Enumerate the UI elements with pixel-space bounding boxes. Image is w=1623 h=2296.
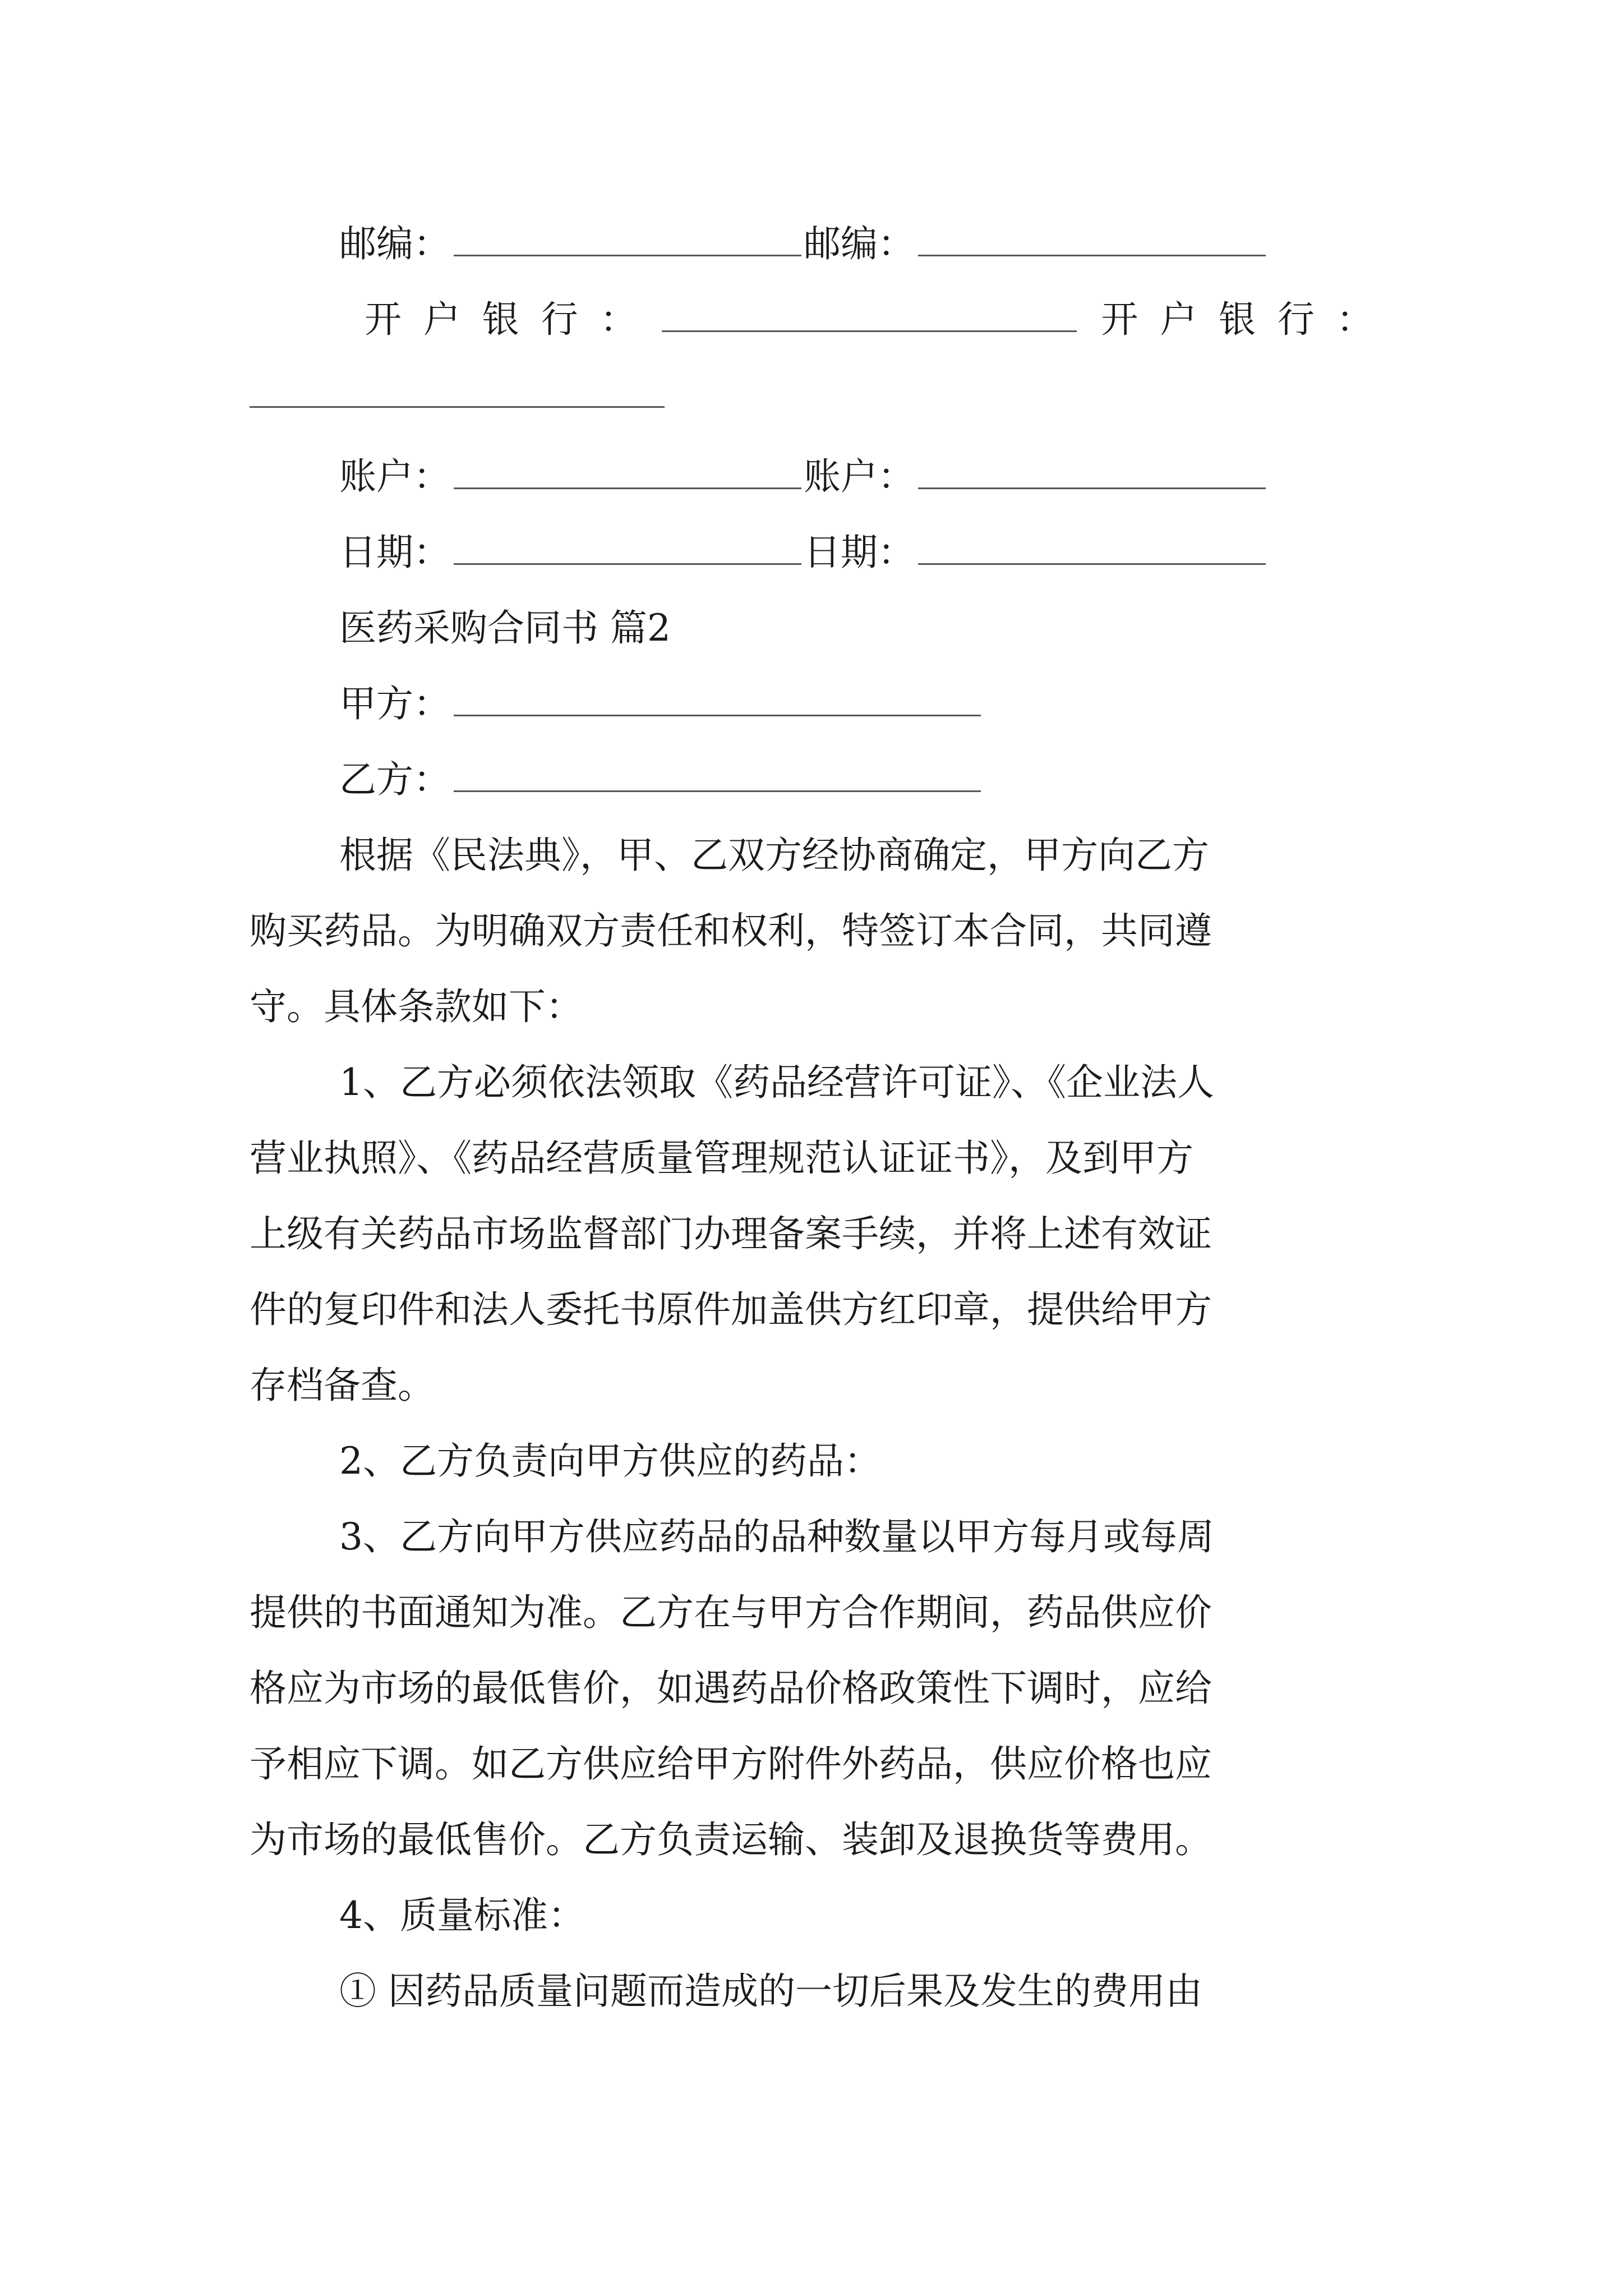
party-b-row bbox=[339, 752, 1373, 808]
paragraph-line: 提供的书面通知为准。乙方在与甲方合作期间，药品供应价 bbox=[250, 1591, 1212, 1634]
party-b-label: 乙方： bbox=[339, 758, 450, 801]
party-a-row bbox=[339, 676, 1373, 732]
bank-label-char: ： bbox=[1336, 298, 1373, 341]
paragraph-line: 1、乙方必须依法领取《药品经营许可证》、《企业法人 bbox=[339, 1061, 1214, 1104]
party-b-blank[interactable] bbox=[454, 756, 981, 792]
paragraph-line: 3、乙方向甲方供应药品的品种数量以甲方每月或每周 bbox=[339, 1515, 1214, 1558]
bank-label-char: 银 bbox=[1219, 298, 1256, 341]
postcode-row bbox=[339, 216, 1373, 272]
date-blank-b[interactable] bbox=[918, 528, 1266, 565]
bank-label-char: 银 bbox=[482, 298, 519, 341]
paragraph-line: 守。具体条款如下： bbox=[250, 985, 583, 1028]
bank-row-continuation bbox=[250, 367, 1373, 424]
paragraph-line: ① 因药品质量问题而造成的一切后果及发生的费用由 bbox=[339, 1970, 1202, 2013]
paragraph-line: 购买药品。为明确双方责任和权利，特签订本合同，共同遵 bbox=[250, 909, 1212, 953]
party-a-label: 甲方： bbox=[339, 682, 450, 725]
postcode-blank-a[interactable] bbox=[454, 220, 801, 256]
paragraph-line: 上级有关药品市场监督部门办理备案手续，并将上述有效证 bbox=[250, 1212, 1212, 1255]
paragraph-line: 4、质量标准： bbox=[339, 1894, 585, 1937]
postcode-label-b: 邮编： bbox=[804, 222, 915, 265]
bank-label-char: 行 bbox=[541, 298, 578, 341]
account-label-a: 账户： bbox=[339, 455, 450, 498]
date-row bbox=[339, 524, 1373, 581]
paragraph-line: 件的复印件和法人委托书原件加盖供方红印章，提供给甲方 bbox=[250, 1288, 1212, 1331]
bank-row bbox=[365, 292, 1373, 348]
paragraph-line: 存档备查。 bbox=[250, 1364, 435, 1407]
account-blank-a[interactable] bbox=[454, 453, 801, 489]
account-row bbox=[339, 449, 1373, 505]
section-title: 医药采购合同书 篇2 bbox=[339, 606, 671, 650]
party-a-blank[interactable] bbox=[454, 680, 981, 716]
postcode-label-a: 邮编： bbox=[339, 222, 450, 265]
bank-label-char: 户 bbox=[423, 298, 460, 341]
paragraph-line: 格应为市场的最低售价，如遇药品价格政策性下调时，应给 bbox=[250, 1667, 1212, 1710]
paragraph-line: 为市场的最低售价。乙方负责运输、装卸及退换货等费用。 bbox=[250, 1818, 1212, 1861]
bank-label-char: 户 bbox=[1160, 298, 1197, 341]
bank-label-char: 开 bbox=[365, 298, 402, 341]
bank-blank-b[interactable] bbox=[250, 371, 665, 408]
paragraph-line: 2、乙方负责向甲方供应的药品： bbox=[339, 1439, 881, 1483]
date-label-b: 日期： bbox=[804, 531, 915, 574]
bank-label-char: 行 bbox=[1278, 298, 1315, 341]
postcode-blank-b[interactable] bbox=[918, 220, 1266, 256]
paragraph-line: 予相应下调。如乙方供应给甲方附件外药品，供应价格也应 bbox=[250, 1742, 1212, 1786]
account-label-b: 账户： bbox=[804, 455, 915, 498]
bank-label-char: 开 bbox=[1101, 298, 1138, 341]
bank-label-char: ： bbox=[600, 298, 637, 341]
account-blank-b[interactable] bbox=[918, 453, 1266, 489]
date-label-a: 日期： bbox=[339, 531, 450, 574]
paragraph-line: 营业执照》、《药品经营质量管理规范认证证书》，及到甲方 bbox=[250, 1137, 1193, 1180]
bank-blank-a[interactable] bbox=[662, 296, 1077, 332]
paragraph-line: 根据《民法典》，甲、乙双方经协商确定，甲方向乙方 bbox=[339, 834, 1209, 877]
date-blank-a[interactable] bbox=[454, 528, 801, 565]
